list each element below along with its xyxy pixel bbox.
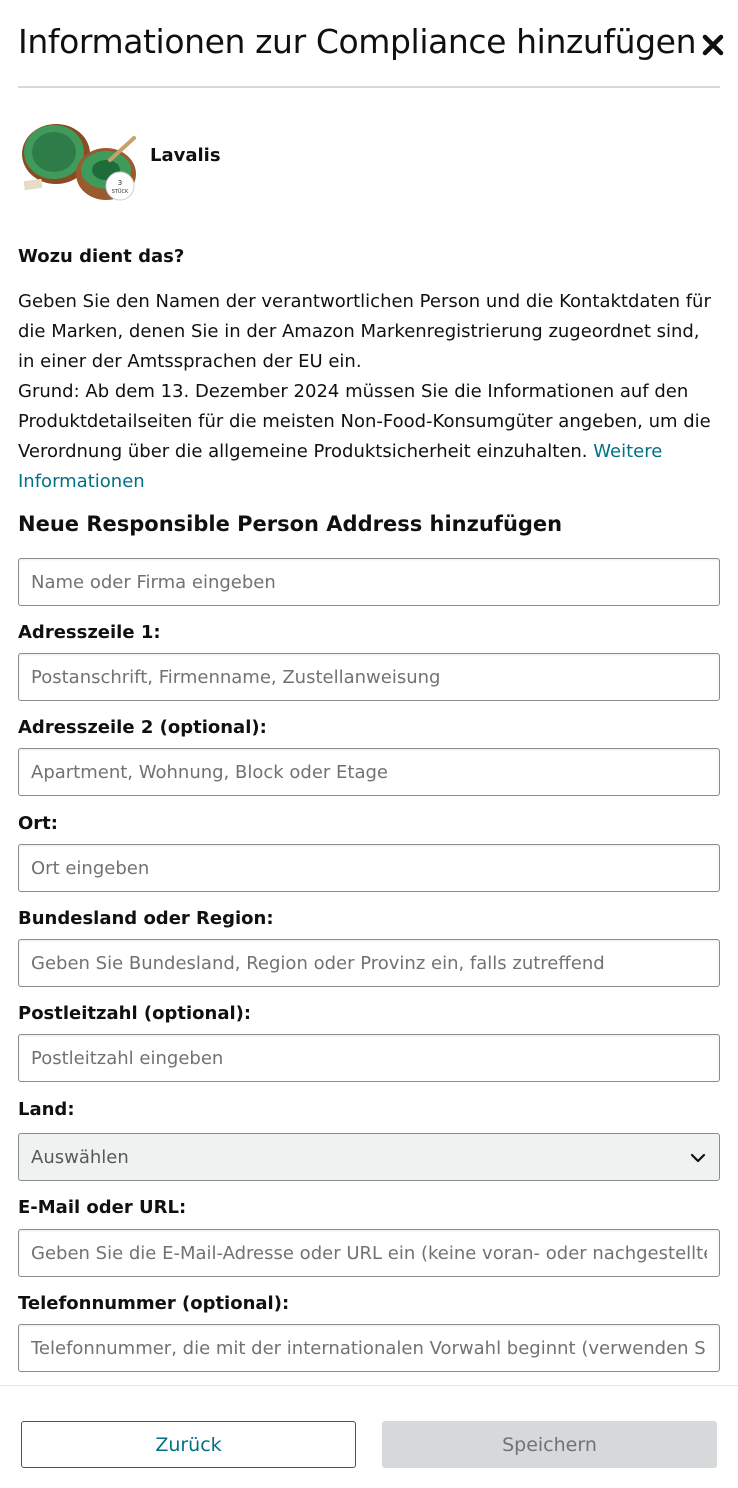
chevron-down-icon: [689, 1149, 707, 1167]
country-label: Land:: [18, 1099, 75, 1120]
footer-divider: [0, 1385, 738, 1386]
info-paragraph-2: [18, 377, 720, 497]
zip-label: Postleitzahl (optional):: [18, 1003, 252, 1024]
info-paragraph-1: Geben Sie den Namen der verantwortlichen Person und die Kontaktdaten für die Marken, denen Sie in der Amazon Markenregistrierung zugeordnet sind, in einer der Amtssprachen der EU ein.: [18, 291, 711, 372]
save-button[interactable]: Speichern: [382, 1421, 717, 1468]
city-label: Ort:: [18, 813, 58, 834]
email-input[interactable]: [18, 1229, 720, 1277]
name-input[interactable]: [18, 558, 720, 606]
dialog-header: [18, 18, 720, 88]
info-heading: Wozu dient das?: [18, 246, 185, 267]
info-paragraph-2-text: Grund: Ab dem 13. Dezember 2024 müssen Sie die Informationen auf den Produktdetailseiten für die meisten Non-Food-Konsumgüter angeben, um die Verordnung über die allgemeine Produktsicherheit einzuhalten.: [18, 381, 711, 462]
address1-input[interactable]: [18, 653, 720, 701]
zip-input[interactable]: [18, 1034, 720, 1082]
form-section-title: Neue Responsible Person Address hinzufügen: [18, 512, 563, 536]
back-button[interactable]: Zurück: [21, 1421, 356, 1468]
state-input[interactable]: [18, 939, 720, 987]
more-info-link[interactable]: Weitere Informationen: [18, 441, 663, 492]
dialog-title: Informationen zur Compliance hinzufügen: [18, 22, 697, 61]
phone-label: Telefonnummer (optional):: [18, 1293, 290, 1314]
close-icon[interactable]: [698, 30, 728, 60]
country-selected-value: Auswählen: [31, 1146, 129, 1168]
product-summary: [18, 112, 221, 208]
info-text: [18, 287, 720, 497]
country-select[interactable]: [18, 1133, 720, 1181]
phone-input[interactable]: [18, 1324, 720, 1372]
address1-label: Adresszeile 1:: [18, 622, 161, 643]
svg-text:3: 3: [117, 179, 123, 187]
address2-input[interactable]: [18, 748, 720, 796]
svg-text:STÜCK: STÜCK: [111, 189, 129, 195]
city-input[interactable]: [18, 844, 720, 892]
address2-label: Adresszeile 2 (optional):: [18, 717, 267, 738]
state-label: Bundesland oder Region:: [18, 908, 274, 929]
product-name: Lavalis: [150, 144, 221, 166]
product-image: [18, 112, 138, 208]
email-label: E-Mail oder URL:: [18, 1197, 187, 1218]
